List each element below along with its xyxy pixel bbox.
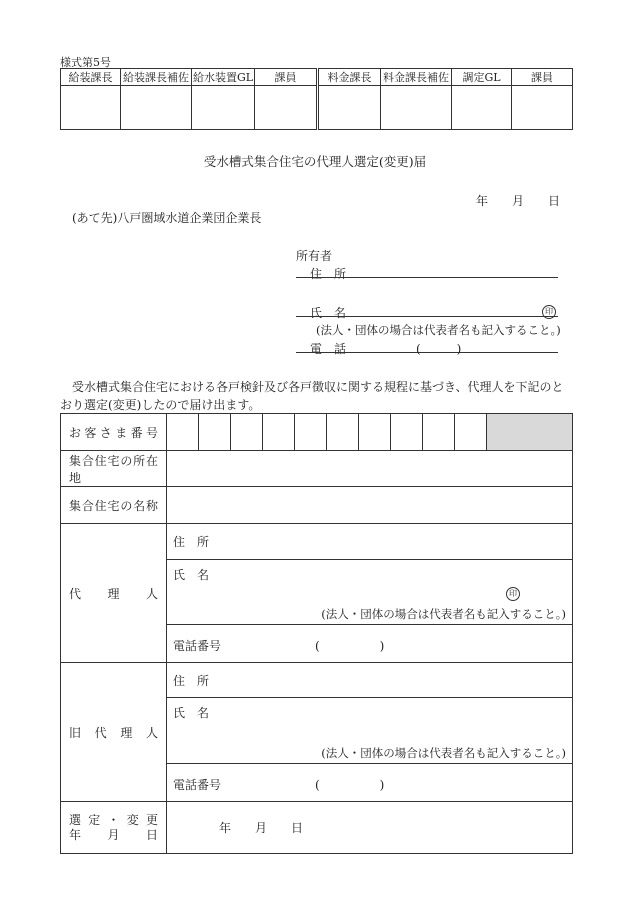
agent-address-label: 住 所	[173, 535, 210, 549]
stamp-cell[interactable]	[61, 86, 121, 130]
change-date-field[interactable]	[167, 802, 573, 854]
seal-icon: 印	[506, 587, 520, 601]
approval-header: 調定GL	[452, 69, 512, 86]
owner-address-label: 住 所	[310, 267, 347, 281]
stamp-cell[interactable]	[452, 86, 512, 130]
approval-header: 課員	[255, 69, 318, 86]
form-number: 様式第5号	[60, 56, 111, 69]
approval-header: 料金課長補佐	[381, 69, 452, 86]
owner-address-field[interactable]	[296, 263, 558, 278]
old-agent-note: (法人・団体の場合は代表者名も記入すること。)	[321, 746, 566, 760]
stamp-cell[interactable]	[318, 86, 381, 130]
change-date-text: 年 月 日	[219, 821, 304, 835]
month-label: 月	[512, 194, 525, 208]
old-agent-name-field[interactable]	[167, 698, 573, 764]
office-use-cell	[487, 414, 573, 451]
customer-number-digit[interactable]	[295, 414, 327, 451]
approval-header: 給装課長	[61, 69, 121, 86]
approval-header: 給水装置GL	[192, 69, 255, 86]
document-title: 受水槽式集合住宅の代理人選定(変更)届	[203, 154, 427, 169]
submission-date[interactable]	[476, 192, 488, 209]
owner-name-label: 氏 名	[310, 306, 347, 320]
agent-address-field[interactable]	[167, 524, 573, 560]
stamp-cell[interactable]	[121, 86, 192, 130]
customer-number-digit[interactable]	[359, 414, 391, 451]
declaration-paragraph: 受水槽式集合住宅における各戸検針及び各戸徴収に関する規程に基づき、代理人を下記のとおり選定(変更)したので届け出ます。	[60, 380, 564, 412]
stamp-cell[interactable]	[381, 86, 452, 130]
stamp-cell[interactable]	[255, 86, 318, 130]
change-date-label-line1: 選 定 ・ 変 更	[69, 812, 158, 827]
old-agent-phone-field[interactable]	[167, 764, 573, 802]
main-form-table	[60, 413, 573, 854]
approval-header: 課員	[512, 69, 573, 86]
customer-number-digit[interactable]	[391, 414, 423, 451]
customer-number-digit[interactable]	[423, 414, 455, 451]
stamp-cell[interactable]	[512, 86, 573, 130]
old-agent-phone-parens: ( )	[315, 778, 385, 792]
location-field[interactable]	[167, 451, 573, 487]
old-agent-phone-label: 電話番号	[173, 778, 222, 792]
addressee: (あて先)八戸圏域水道企業団企業長	[72, 211, 262, 225]
agent-note: (法人・団体の場合は代表者名も記入すること。)	[321, 607, 566, 621]
customer-number-digit[interactable]	[167, 414, 199, 451]
old-agent-address-label: 住 所	[173, 673, 210, 688]
old-agent-label: 旧 代 理 人	[61, 663, 167, 802]
seal-icon: 印	[542, 305, 556, 319]
owner-name-field[interactable]	[296, 302, 558, 317]
agent-name-label: 氏 名	[173, 568, 210, 582]
change-date-label	[61, 802, 167, 854]
owner-note: (法人・団体の場合は代表者名も記入すること。)	[316, 323, 561, 337]
owner-label: 所有者	[296, 249, 333, 263]
customer-number-digit[interactable]	[455, 414, 487, 451]
old-agent-name-label: 氏 名	[173, 706, 210, 720]
old-agent-address-field[interactable]	[167, 663, 573, 698]
customer-number-digit[interactable]	[199, 414, 231, 451]
location-label: 集合住宅の所在地	[61, 451, 167, 487]
year-label: 年	[476, 194, 489, 208]
agent-phone-label: 電話番号	[173, 639, 222, 653]
approval-stamp-table	[60, 68, 573, 130]
owner-phone-label: 電 話	[310, 342, 347, 356]
customer-number-digit[interactable]	[263, 414, 295, 451]
customer-number-digit[interactable]	[327, 414, 359, 451]
agent-label: 代 理 人	[61, 524, 167, 663]
building-name-label: 集合住宅の名称	[61, 487, 167, 524]
agent-name-field[interactable]	[167, 560, 573, 625]
agent-phone-field[interactable]	[167, 625, 573, 663]
day-label: 日	[548, 194, 561, 208]
change-date-label-line2: 年 月 日	[69, 827, 158, 842]
approval-header: 給装課長補佐	[121, 69, 192, 86]
building-name-field[interactable]	[167, 487, 573, 524]
stamp-cell[interactable]	[192, 86, 255, 130]
customer-number-digit[interactable]	[231, 414, 263, 451]
agent-phone-parens: ( )	[315, 639, 385, 653]
owner-phone-parens: ( )	[416, 342, 462, 356]
approval-header: 料金課長	[318, 69, 381, 86]
customer-number-label: お客さま番号	[61, 414, 167, 451]
